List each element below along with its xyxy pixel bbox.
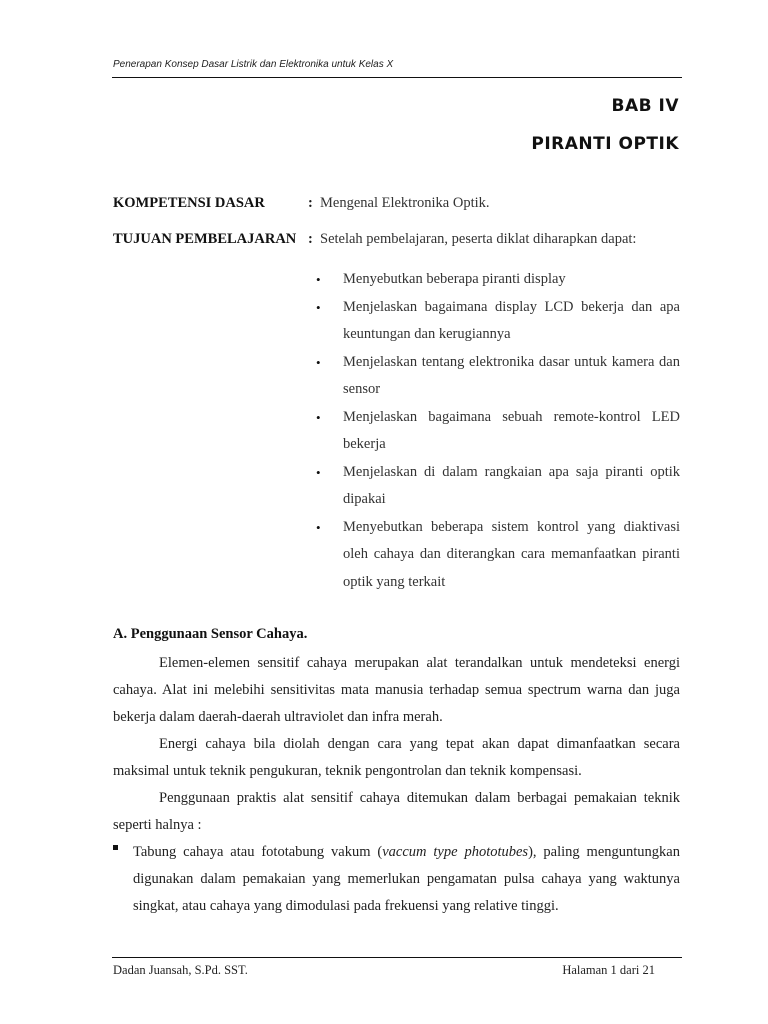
tujuan-label: TUJUAN PEMBELAJARAN: [113, 231, 297, 247]
bullet-icon: •: [316, 272, 321, 287]
list-item: [316, 514, 680, 597]
bullet-icon: •: [316, 464, 321, 480]
list-item: [316, 266, 680, 294]
kompetensi-label: KOMPETENSI DASAR: [113, 195, 265, 211]
section-a-title: A. Penggunaan Sensor Cahaya.: [113, 626, 308, 642]
learning-goals-list: [316, 266, 680, 596]
bullet-icon: •: [316, 354, 321, 370]
footer-rule: [112, 957, 682, 958]
paragraph: Elemen-elemen sensitif cahaya merupakan alat terandalkan untuk mendeteksi energi cahaya. Alat ini melebihi sensitivitas mata manusia terhadap semua spectrum warna dan juga bekerja dalam daerah-daerah ultraviolet dan infra merah.: [113, 655, 680, 725]
tujuan-colon: :: [308, 231, 313, 247]
text-segment: Tabung cahaya atau fototabung vakum (: [133, 844, 383, 860]
tujuan-value: Setelah pembelajaran, peserta diklat diharapkan dapat:: [320, 231, 637, 247]
text-segment: ), paling menguntungkan digunakan dalam pemakaian yang memerlukan pengamatan pulsa cahaya yang waktunya singkat, atau cahaya yang dimodulasi pada frekuensi yang relative tinggi.: [133, 844, 680, 914]
footer-author: Dadan Juansah, S.Pd. SST.: [113, 963, 248, 977]
list-item-text: [133, 839, 680, 920]
list-item-text: Menyebutkan beberapa sistem kontrol yang diaktivasi oleh cahaya dan diterangkan cara memanfaatkan piranti optik yang terkait: [343, 518, 680, 590]
bullet-icon: •: [316, 299, 321, 315]
list-item: [316, 294, 680, 349]
list-item-text: Menjelaskan di dalam rangkaian apa saja piranti optik dipakai: [343, 463, 680, 507]
list-item-text: Menjelaskan bagaimana sebuah remote-kontrol LED bekerja: [343, 408, 680, 452]
list-item: [316, 404, 680, 459]
bullet-icon: •: [316, 519, 321, 535]
square-bullet-icon: [113, 845, 118, 850]
list-item: [316, 349, 680, 404]
phototube-list-item: [113, 839, 680, 920]
kompetensi-colon: :: [308, 195, 313, 211]
paragraph: Penggunaan praktis alat sensitif cahaya ditemukan dalam berbagai pemakaian teknik seperti halnya :: [113, 790, 680, 833]
list-item: [316, 459, 680, 514]
chapter-title: PIRANTI OPTIK: [531, 134, 679, 154]
italic-term: vaccum type phototubes: [382, 844, 529, 860]
list-item-text: Menjelaskan bagaimana display LCD bekerja dan apa keuntungan dan kerugiannya: [343, 298, 680, 342]
chapter-number: BAB IV: [611, 96, 679, 116]
bullet-icon: •: [316, 409, 321, 425]
list-item-text: Menyebutkan beberapa piranti display: [343, 271, 566, 287]
paragraph: Energi cahaya bila diolah dengan cara yang tepat akan dapat dimanfaatkan secara maksimal untuk teknik pengukuran, teknik pengontrolan dan teknik kompensasi.: [113, 736, 680, 779]
kompetensi-value: Mengenal Elektronika Optik.: [320, 195, 490, 211]
footer-page-number: Halaman 1 dari 21: [562, 963, 655, 977]
list-item-text: Menjelaskan tentang elektronika dasar untuk kamera dan sensor: [343, 353, 680, 397]
running-header: Penerapan Konsep Dasar Listrik dan Elektronika untuk Kelas X: [113, 59, 394, 70]
header-rule: [112, 77, 682, 78]
